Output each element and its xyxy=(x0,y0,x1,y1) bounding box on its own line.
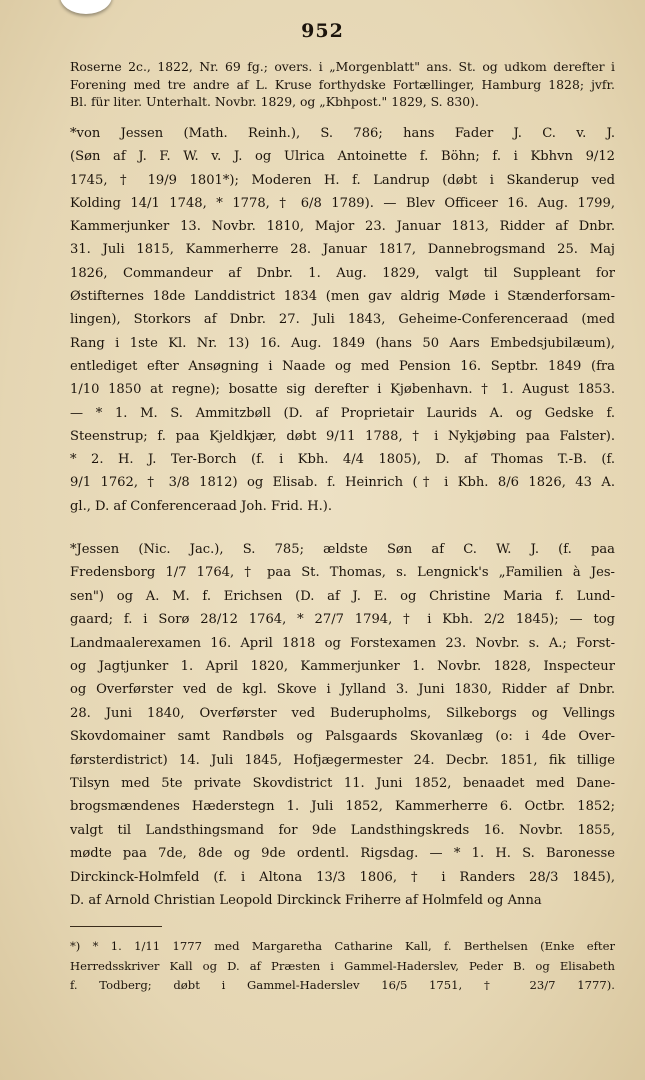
text-line: Landmaalerexamen 16. April 1818 og Forstexamen 23. Novbr. s. A.; Forst- xyxy=(70,635,615,651)
text-line: *von Jessen (Math. Reinh.), S. 786; hans Fader J. C. v. J. xyxy=(70,126,615,141)
footnote xyxy=(70,937,615,996)
text-line: Roserne 2c., 1822, Nr. 69 fg.; overs. i „Morgenblatt" ans. St. og udkom derefter i xyxy=(70,59,615,74)
text-line: og Overførster ved de kgl. Skove i Jylland 3. Juni 1830, Ridder af Dnbr. xyxy=(70,682,615,698)
entry-von-jessen xyxy=(70,122,615,518)
intro-paragraph xyxy=(70,58,615,111)
text-line: *) * 1. 1/11 1777 med Margaretha Catharine Kall, f. Berthelsen (Enke efter xyxy=(70,939,615,953)
text-line: 1745, † 19/9 1801*); Moderen H. f. Landrup (døbt i Skanderup ved xyxy=(70,172,615,188)
entry-jessen-nic-jac xyxy=(70,538,615,913)
text-line: *Jessen (Nic. Jac.), S. 785; ældste Søn af C. W. J. (f. paa xyxy=(70,542,615,557)
page-number: 952 xyxy=(301,20,344,42)
text-line: gl., D. af Conferenceraad Joh. Frid. H.). xyxy=(70,498,333,514)
text-line: (Søn af J. F. W. v. J. og Ulrica Antoinette f. Böhn; f. i Kbhvn 9/12 xyxy=(70,149,615,165)
text-line: 31. Juli 1815, Kammerherre 28. Januar 1817, Dannebrogsmand 25. Maj xyxy=(70,242,615,258)
text-line: førsterdistrict) 14. Juli 1845, Hofjægermester 24. Decbr. 1851, fik tillige xyxy=(70,752,615,768)
text-line: mødte paa 7de, 8de og 9de ordentl. Rigsdag. — * 1. H. S. Baronesse xyxy=(70,846,615,862)
text-line: brogsmændenes Hæderstegn 1. Juli 1852, Kammerherre 6. Octbr. 1852; xyxy=(70,799,615,815)
text-line: Bl. für liter. Unterhalt. Novbr. 1829, og „Kbhpost." 1829, S. 830). xyxy=(70,94,479,109)
text-line: lingen), Storkors af Dnbr. 27. Juli 1843, Geheime-Conferenceraad (med xyxy=(70,312,615,328)
text-line: 28. Juni 1840, Overførster ved Buderupholms, Silkeborgs og Vellings xyxy=(70,705,615,721)
text-line: entlediget efter Ansøgning i Naade og med Pension 16. Septbr. 1849 (fra xyxy=(70,358,615,374)
punch-hole xyxy=(60,0,112,14)
text-line: — * 1. M. S. Ammitzbøll (D. af Proprietair Laurids A. og Gedske f. xyxy=(70,405,615,421)
text-line: f. Todberg; døbt i Gammel-Haderslev 16/5 1751, † 23/7 1777). xyxy=(70,978,615,992)
text-line: D. af Arnold Christian Leopold Dirckinck Friherre af Holmfeld og Anna xyxy=(70,893,542,909)
text-line: 1/10 1850 at regne); bosatte sig derefter i Kjøbenhavn. † 1. August 1853. xyxy=(70,382,615,398)
text-line: Tilsyn med 5te private Skovdistrict 11. Juni 1852, benaadet med Dane- xyxy=(70,776,615,792)
text-line: Østifternes 18de Landdistrict 1834 (men gav aldrig Møde i Stænderforsam- xyxy=(70,289,615,305)
text-line: Herredsskriver Kall og D. af Præsten i Gammel-Haderslev, Peder B. og Elisabeth xyxy=(70,958,615,973)
text-line: Rang i 1ste Kl. Nr. 13) 16. Aug. 1849 (hans 50 Aars Embedsjubilæum), xyxy=(70,335,615,351)
text-line: Steenstrup; f. paa Kjeldkjær, døbt 9/11 1788, † i Nykjøbing paa Falster). xyxy=(70,428,615,444)
text-line: sen") og A. M. f. Erichsen (D. af J. E. og Christine Maria f. Lund- xyxy=(70,588,615,604)
footnote-rule xyxy=(70,926,162,927)
text-line: gaard; f. i Sorø 28/12 1764, * 27/7 1794, † i Kbh. 2/2 1845); — tog xyxy=(70,612,615,628)
text-line: Fredensborg 1/7 1764, † paa St. Thomas, s. Lengnick's „Familien à Jes- xyxy=(70,565,615,581)
text-line: Skovdomainer samt Randbøls og Palsgaards Skovanlæg (o: i 4de Over- xyxy=(70,729,615,745)
text-line: Kolding 14/1 1748, * 1778, † 6/8 1789). — Blev Officeer 16. Aug. 1799, xyxy=(70,195,615,211)
text-line: valgt til Landsthingsmand for 9de Landsthingskreds 16. Novbr. 1855, xyxy=(70,822,615,838)
text-line: Forening med tre andre af L. Kruse forthydske Fortællinger, Hamburg 1828; jvfr. xyxy=(70,76,615,92)
text-line: Dirckinck-Holmfeld (f. i Altona 13/3 1806, † i Randers 28/3 1845), xyxy=(70,869,615,885)
text-line: Kammerjunker 13. Novbr. 1810, Major 23. Januar 1813, Ridder af Dnbr. xyxy=(70,219,615,235)
text-line: * 2. H. J. Ter-Borch (f. i Kbh. 4/4 1805), D. af Thomas T.-B. (f. xyxy=(70,452,615,468)
text-line: 9/1 1762, † 3/8 1812) og Elisab. f. Heinrich († i Kbh. 8/6 1826, 43 A. xyxy=(70,475,615,491)
text-line: og Jagtjunker 1. April 1820, Kammerjunker 1. Novbr. 1828, Inspecteur xyxy=(70,659,615,675)
text-line: 1826, Commandeur af Dnbr. 1. Aug. 1829, valgt til Suppleant for xyxy=(70,265,615,281)
